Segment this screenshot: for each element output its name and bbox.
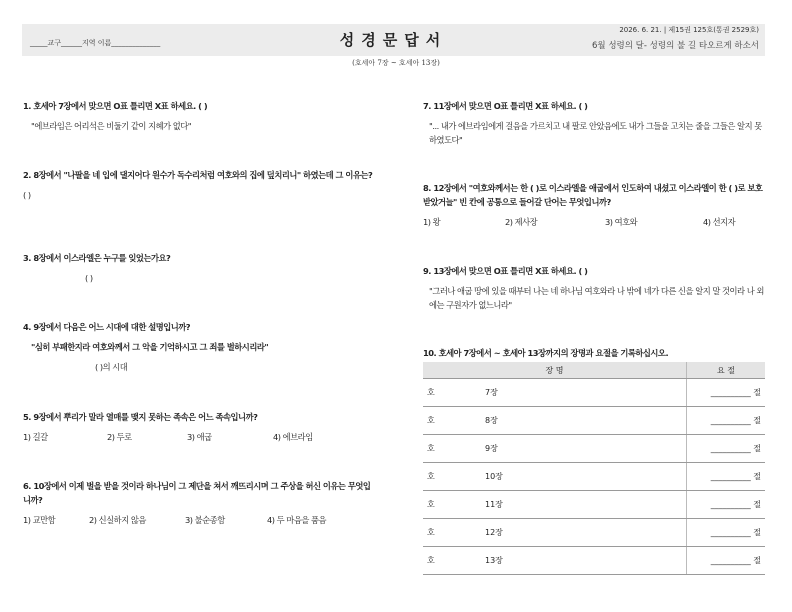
- answer-blank[interactable]: __________ 절: [687, 491, 766, 519]
- option-4[interactable]: 4) 선지자: [703, 217, 736, 227]
- answer-blank[interactable]: __________ 절: [687, 547, 766, 575]
- option-2[interactable]: 2) 신실하지 않음: [89, 515, 146, 525]
- question-4-quote: "심히 부패한지라 여호와께서 그 악을 기억하시고 그 죄를 벌하시리라": [31, 342, 269, 352]
- question-1: [23, 99, 383, 133]
- question-1-quote: "에브라임은 어리석은 비둘기 같이 지혜가 없다": [31, 121, 192, 131]
- answer-blank[interactable]: __________ 절: [687, 379, 766, 407]
- chapter-cell: 12장: [484, 519, 687, 547]
- question-6-options: [23, 513, 373, 527]
- question-5-text: 5. 9장에서 뿌리가 말라 열매를 맺지 못하는 족속은 어느 족속입니까?: [23, 412, 258, 422]
- question-10-text: 10. 호세아 7장에서 ~ 호세아 13장까지의 장명과 요절을 기록하십시오.: [423, 348, 669, 358]
- option-2[interactable]: 2) 제사장: [505, 217, 538, 227]
- question-3: [23, 251, 383, 285]
- header-bar: [22, 24, 765, 56]
- question-4-answer: ( )의 시대: [95, 362, 128, 372]
- question-2: [23, 168, 373, 202]
- question-2-text: 2. 8장에서 "나팔을 네 입에 댈지어다 원수가 독수리처럼 여호와의 집에 덮치리니" 하였는데 그 이유는?: [23, 170, 373, 180]
- chapter-cell: 10장: [484, 463, 687, 491]
- column-header-summary: 요 절: [687, 362, 766, 379]
- question-9-quote: "그러나 애굽 땅에 있을 때부터 나는 네 하나님 여호와라 나 밖에 네가 다른 신을 알지 말 것이라 나 외에는 구원자가 없느니라": [429, 286, 764, 310]
- question-5-options: [23, 430, 383, 444]
- question-7: [423, 99, 768, 147]
- chapter-cell: 11장: [484, 491, 687, 519]
- bible-range: (호세아 7장 ~ 호세아 13장): [352, 59, 440, 67]
- book-cell: 호: [423, 547, 484, 575]
- option-1[interactable]: 1) 길갈: [23, 432, 48, 442]
- option-1[interactable]: 1) 왕: [423, 217, 441, 227]
- book-cell: 호: [423, 435, 484, 463]
- option-3[interactable]: 3) 애굽: [187, 432, 212, 442]
- answer-blank[interactable]: __________ 절: [687, 463, 766, 491]
- table-row: [423, 547, 765, 575]
- book-cell: 호: [423, 463, 484, 491]
- option-2[interactable]: 2) 두로: [107, 432, 132, 442]
- answer-blank[interactable]: __________ 절: [687, 435, 766, 463]
- table-row: [423, 491, 765, 519]
- question-7-quote: "... 내가 에브라임에게 걸음을 가르치고 내 팔로 안았음에도 내가 그들을 고치는 줄을 그들은 알지 못하였도다": [429, 121, 762, 145]
- table-row: [423, 463, 765, 491]
- question-6-text: 6. 10장에서 이제 벌을 받을 것이라 하나님이 그 제단을 쳐서 깨뜨리시며 그 주상을 허신 이유는 무엇입니까?: [23, 481, 371, 505]
- page-title: 성경문답서: [339, 31, 448, 49]
- issue-date: 2026. 6. 21. | 제15권 125호(통권 2529호): [619, 26, 759, 34]
- question-8-options: [423, 215, 768, 229]
- chapter-cell: 8장: [484, 407, 687, 435]
- question-3-text: 3. 8장에서 이스라엘은 누구를 잊었는가요?: [23, 253, 171, 263]
- chapter-cell: 9장: [484, 435, 687, 463]
- question-7-text: 7. 11장에서 맞으면 O표 틀리면 X표 하세요. ( ): [423, 101, 588, 111]
- chapter-cell: 13장: [484, 547, 687, 575]
- question-1-text: 1. 호세아 7장에서 맞으면 O표 틀리면 X표 하세요. ( ): [23, 101, 208, 111]
- option-4[interactable]: 4) 에브라임: [273, 432, 313, 442]
- column-header-chapter: 장 명: [423, 362, 687, 379]
- book-cell: 호: [423, 379, 484, 407]
- question-8-text: 8. 12장에서 "여호와께서는 한 ( )로 이스라엘을 애굽에서 인도하여 내셨고 이스라엘이 한 ( )로 보호 받았거늘" 빈 칸에 공통으로 들어갈 단어는 무엇입니까?: [423, 183, 763, 207]
- question-3-answer: ( ): [85, 273, 93, 283]
- question-8: [423, 181, 768, 229]
- option-3[interactable]: 3) 불순종함: [185, 515, 225, 525]
- answer-blank[interactable]: __________ 절: [687, 519, 766, 547]
- chapter-cell: 7장: [484, 379, 687, 407]
- question-9: [423, 264, 768, 312]
- question-9-text: 9. 13장에서 맞으면 O표 틀리면 X표 하세요. ( ): [423, 266, 588, 276]
- question-5: [23, 410, 383, 444]
- question-2-answer: ( ): [23, 190, 31, 200]
- table-row: [423, 407, 765, 435]
- name-line: _____교구______지역 이름______________: [30, 39, 161, 47]
- book-cell: 호: [423, 407, 484, 435]
- chapter-table: [423, 362, 765, 575]
- question-10: [423, 346, 768, 360]
- option-3[interactable]: 3) 여호와: [605, 217, 638, 227]
- month-theme: 6월 성령의 달- 성령의 불 길 타오르게 하소서: [592, 41, 759, 51]
- question-4-text: 4. 9장에서 다음은 어느 시대에 대한 설명입니까?: [23, 322, 191, 332]
- table-row: [423, 519, 765, 547]
- question-4: [23, 320, 383, 374]
- table-row: [423, 379, 765, 407]
- option-4[interactable]: 4) 두 마음을 품음: [267, 515, 327, 525]
- option-1[interactable]: 1) 교만함: [23, 515, 56, 525]
- answer-blank[interactable]: __________ 절: [687, 407, 766, 435]
- book-cell: 호: [423, 519, 484, 547]
- table-header-row: [423, 362, 765, 379]
- question-6: [23, 479, 373, 527]
- book-cell: 호: [423, 491, 484, 519]
- table-row: [423, 435, 765, 463]
